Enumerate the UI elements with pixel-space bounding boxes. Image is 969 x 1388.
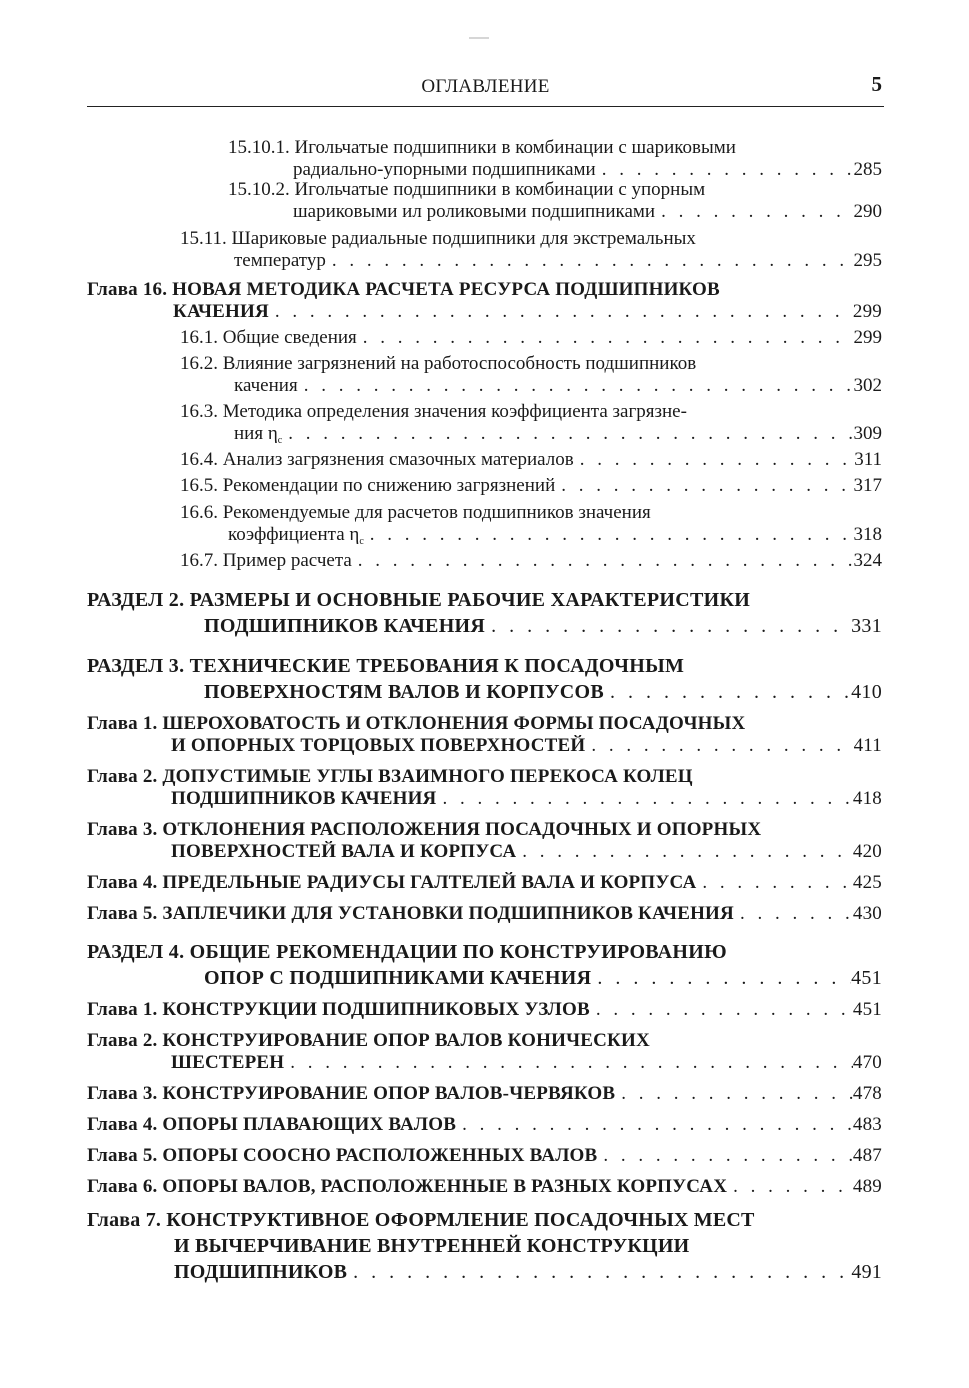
toc-entry [87,401,882,445]
entry-title: 16.6. Рекомендуемые для расчетов подшипников значения [180,502,651,523]
entry-page: 299 [852,301,882,322]
entry-title: РАЗДЕЛ 3. ТЕХНИЧЕСКИЕ ТРЕБОВАНИЯ К ПОСАДОЧНЫМ [87,655,685,677]
entry-title-cont: радиально-упорными подшипниками [293,159,596,180]
toc-entry-chapter [87,1207,882,1285]
toc-entry [87,550,882,572]
toc-entry [87,137,882,181]
toc-entry-chapter [87,279,882,323]
entry-title: Глава 2. КОНСТРУИРОВАНИЕ ОПОР ВАЛОВ КОНИЧЕСКИХ [87,1030,650,1051]
dot-leader [326,250,854,272]
dot-leader [604,679,851,705]
dot-leader [485,613,851,639]
entry-page: 299 [853,327,882,348]
entry-page: 311 [854,449,882,470]
entry-title-cont: ПОВЕРХНОСТЕЙ ВАЛА И КОРПУСА [171,841,517,862]
dot-leader [436,788,852,810]
entry-page: 295 [853,250,882,271]
entry-title: Глава 4. ПРЕДЕЛЬНЫЕ РАДИУСЫ ГАЛТЕЛЕЙ ВАЛА И КОРПУСА [87,872,697,893]
dot-leader [590,999,853,1021]
entry-page: 420 [852,841,882,862]
toc-entry-section [87,587,882,639]
entry-page: 318 [853,524,882,545]
dot-leader [596,159,854,181]
entry-title-cont: ПОВЕРХНОСТЯМ ВАЛОВ И КОРПУСОВ [204,681,605,703]
dot-leader [284,1052,853,1074]
entry-page: 290 [853,201,882,222]
entry-title-cont: И ВЫЧЕРЧИВАНИЕ ВНУТРЕННЕЙ КОНСТРУКЦИИ [174,1235,690,1257]
toc-entry [87,449,882,471]
toc-entry-chapter [87,766,882,810]
entry-title: Глава 2. ДОПУСТИМЫЕ УГЛЫ ВЗАИМНОГО ПЕРЕКОСА КОЛЕЦ [87,766,693,787]
dot-leader [269,301,853,323]
top-mark [469,37,489,39]
entry-title-cont: шариковыми ил роликовыми подшипниками [293,201,656,222]
dot-leader [727,1176,853,1198]
dot-leader [516,841,853,863]
toc-entry-chapter [87,872,882,894]
entry-page: 483 [852,1114,882,1135]
entry-page: 425 [852,872,882,893]
entry-title: Глава 16. НОВАЯ МЕТОДИКА РАСЧЕТА РЕСУРСА ПОДШИПНИКОВ [87,279,720,300]
entry-title-cont: температур [234,250,326,271]
entry-title-cont: И ОПОРНЫХ ТОРЦОВЫХ ПОВЕРХНОСТЕЙ [171,735,586,756]
entry-title: Глава 3. ОТКЛОНЕНИЯ РАСПОЛОЖЕНИЯ ПОСАДОЧНЫХ И ОПОРНЫХ [87,819,762,840]
entry-title: 15.10.2. Игольчатые подшипники в комбинации с упорным [228,179,706,200]
toc-entry-chapter [87,713,882,757]
toc-entry [87,327,882,349]
toc-entry [87,475,882,497]
entry-title: Глава 5. ЗАПЛЕЧИКИ ДЛЯ УСТАНОВКИ ПОДШИПНИКОВ КАЧЕНИЯ [87,903,734,924]
dot-leader [655,201,853,223]
dot-leader [352,550,854,572]
dot-leader [696,872,853,894]
toc-entry-chapter [87,1145,882,1167]
entry-page: 410 [851,681,882,703]
dot-leader [574,449,854,471]
table-of-contents [87,137,882,1285]
entry-title: РАЗДЕЛ 4. ОБЩИЕ РЕКОМЕНДАЦИИ ПО КОНСТРУИРОВАНИЮ [87,941,727,963]
entry-title-cont: ПОДШИПНИКОВ КАЧЕНИЯ [204,615,486,637]
toc-entry-chapter [87,1176,882,1198]
entry-title-cont: качения [234,375,298,396]
entry-title: 15.10.1. Игольчатые подшипники в комбинации с шариковыми [228,137,736,158]
entry-title: Глава 4. ОПОРЫ ПЛАВАЮЩИХ ВАЛОВ [87,1114,457,1135]
entry-page: 418 [852,788,882,809]
entry-title-cont: ПОДШИПНИКОВ [174,1261,348,1283]
toc-entry [87,502,882,546]
entry-title: 16.3. Методика определения значения коэффициента загрязне- [180,401,687,422]
entry-page: 324 [853,550,882,571]
dot-leader [456,1114,853,1136]
dot-leader [282,423,853,445]
toc-entry-section [87,653,882,705]
entry-page: 470 [852,1052,882,1073]
entry-page: 309 [853,423,882,444]
entry-page: 302 [853,375,882,396]
entry-title-cont: коэффициента $\eta_c$ [228,524,364,546]
page-number: 5 [871,72,882,96]
entry-page: 487 [852,1145,882,1166]
toc-entry [87,179,882,223]
toc-entry-chapter [87,1083,882,1105]
entry-page: 451 [852,999,882,1020]
toc-entry-section [87,939,882,991]
entry-title: 16.2. Влияние загрязнений на работоспособность подшипников [180,353,697,374]
dot-leader [597,1145,852,1167]
entry-title: Глава 1. КОНСТРУКЦИИ ПОДШИПНИКОВЫХ УЗЛОВ [87,999,590,1020]
entry-page: 451 [851,967,882,989]
entry-title: 16.1. Общие сведения [180,327,357,348]
dot-leader [555,475,853,497]
entry-title-cont: КАЧЕНИЯ [173,301,269,322]
entry-title: 16.5. Рекомендации по снижению загрязнений [180,475,556,496]
dot-leader [615,1083,853,1105]
entry-title: РАЗДЕЛ 2. РАЗМЕРЫ И ОСНОВНЫЕ РАБОЧИЕ ХАРАКТЕРИСТИКИ [87,589,751,611]
running-header [87,72,884,107]
entry-title-cont: ния $\eta_c$ [234,423,283,445]
entry-title: 16.7. Пример расчета [180,550,352,571]
toc-entry-chapter [87,903,882,925]
dot-leader [585,735,853,757]
entry-title: Глава 1. ШЕРОХОВАТОСТЬ И ОТКЛОНЕНИЯ ФОРМЫ ПОСАДОЧНЫХ [87,713,746,734]
entry-title-cont: ПОДШИПНИКОВ КАЧЕНИЯ [171,788,437,809]
dot-leader [591,965,851,991]
entry-title: Глава 5. ОПОРЫ СООСНО РАСПОЛОЖЕННЫХ ВАЛОВ [87,1145,598,1166]
dot-leader [357,327,854,349]
toc-entry [87,228,882,272]
entry-title: 16.4. Анализ загрязнения смазочных материалов [180,449,574,470]
header-title: ОГЛАВЛЕНИЕ [421,76,550,97]
dot-leader [734,903,853,925]
entry-title: Глава 6. ОПОРЫ ВАЛОВ, РАСПОЛОЖЕННЫЕ В РАЗНЫХ КОРПУСАХ [87,1176,728,1197]
entry-page: 331 [851,615,882,637]
entry-title: Глава 7. КОНСТРУКТИВНОЕ ОФОРМЛЕНИЕ ПОСАДОЧНЫХ МЕСТ [87,1209,755,1231]
toc-entry-chapter [87,1030,882,1074]
entry-page: 411 [853,735,882,756]
entry-title: 15.11. Шариковые радиальные подшипники для экстремальных [180,228,696,249]
dot-leader [364,524,854,546]
toc-entry-chapter [87,999,882,1021]
entry-title-cont: ОПОР С ПОДШИПНИКАМИ КАЧЕНИЯ [204,967,592,989]
entry-page: 491 [851,1261,882,1283]
dot-leader [298,375,854,397]
toc-entry-chapter [87,819,882,863]
entry-page: 430 [852,903,882,924]
dot-leader [347,1259,851,1285]
entry-page: 478 [852,1083,882,1104]
entry-title-cont: ШЕСТЕРЕН [171,1052,285,1073]
toc-entry-chapter [87,1114,882,1136]
entry-page: 285 [853,159,882,180]
entry-page: 489 [852,1176,882,1197]
entry-page: 317 [853,475,882,496]
entry-title: Глава 3. КОНСТРУИРОВАНИЕ ОПОР ВАЛОВ-ЧЕРВЯКОВ [87,1083,616,1104]
toc-entry [87,353,882,397]
